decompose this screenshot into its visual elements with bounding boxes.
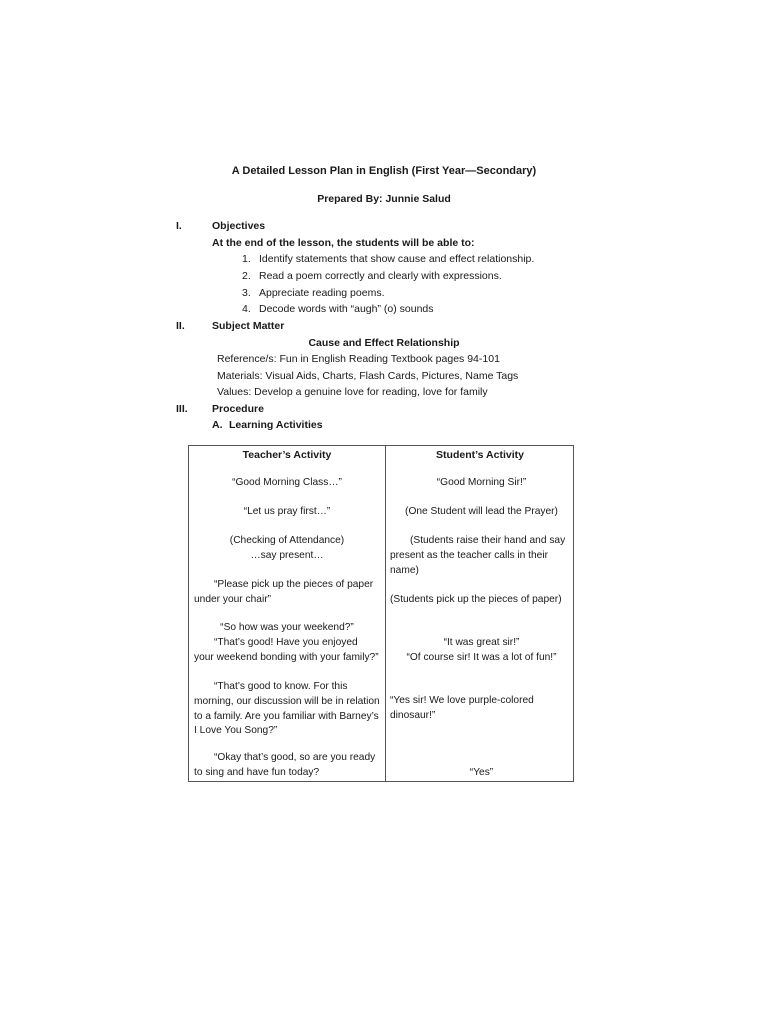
section-numeral-procedure: III. [176,403,188,415]
teacher-activity: “Let us pray first…” [243,506,331,517]
subject-reference: Reference/s: Fun in English Reading Textbook pages 94-101 [217,353,500,365]
student-activity: (One Student will lead the Prayer) [405,506,558,517]
teacher-activity: “That’s good to know. For this morning, our discussion will be in relation to a family. Are you familiar with Barney’s I Love You Song?” [194,681,380,737]
objectives-list [242,252,534,319]
student-activity: “It was great sir!” [443,637,520,648]
teacher-activity: “Please pick up the pieces of paper under your chair” [194,579,374,605]
list-item: 3. Appreciate reading poems. [242,286,385,299]
section-numeral-objectives: I. [176,220,182,232]
list-item: 4. Decode words with “augh” (o) sounds [242,303,434,316]
section-heading-procedure: Procedure [212,403,264,415]
student-activity: (Students raise their hand and say present as the teacher calls in their name) [390,535,566,576]
subject-materials: Materials: Visual Aids, Charts, Flash Cards, Pictures, Name Tags [217,370,519,382]
student-activity: “Yes sir! We love purple-colored dinosaur!” [390,695,534,721]
subject-values: Values: Develop a genuine love for reading, love for family [217,386,488,398]
student-activity: “Yes” [469,767,494,778]
list-item: 1. Identify statements that show cause and effect relationship. [242,253,535,265]
document-title: A Detailed Lesson Plan in English (First Year—Secondary) [231,165,537,177]
teacher-activity: “So how was your weekend?” [220,622,354,633]
student-activity: (Students pick up the pieces of paper) [390,594,562,605]
teacher-activity: (Checking of Attendance) [229,535,345,546]
student-activity: “Of course sir! It was a lot of fun!” [406,652,557,663]
teacher-activity: “Okay that’s good, so are you ready to sing and have fun today? [194,752,376,778]
teacher-activity: “Good Morning Class…” [232,477,342,488]
list-item: 2. Read a poem correctly and clearly with expressions. [242,269,502,282]
subsection-learning-activities: A. Learning Activities [212,419,323,431]
section-heading-objectives: Objectives [212,220,266,232]
column-divider [385,446,386,781]
teacher-activity: “That’s good! Have you enjoyed your weekend bonding with your family?” [194,637,379,663]
teacher-activity: …say present… [250,550,324,561]
subject-topic: Cause and Effect Relationship [308,337,460,349]
section-heading-subject-matter: Subject Matter [212,320,285,332]
student-activity: “Good Morning Sir!” [436,477,527,488]
column-header-student: Student’s Activity [436,449,524,461]
objectives-intro: At the end of the lesson, the students will be able to: [212,237,475,249]
prepared-by: Prepared By: Junnie Salud [317,193,451,205]
section-numeral-subject-matter: II. [176,320,185,332]
column-header-teacher: Teacher’s Activity [242,449,332,461]
activities-table [188,445,574,782]
